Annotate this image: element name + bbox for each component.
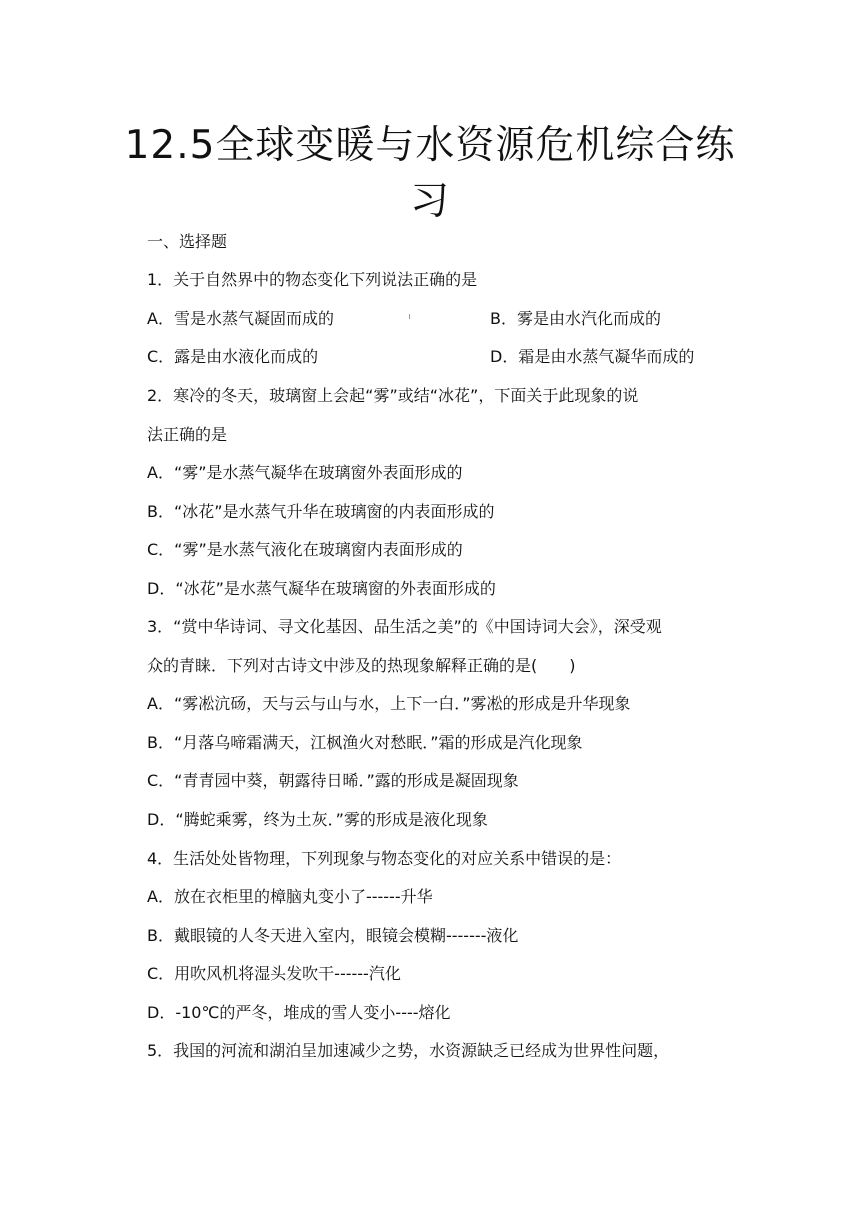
q1-stem: 1．关于自然界中的物态变化下列说法正确的是 [147, 270, 478, 289]
q2-stem-line2: 法正确的是 [147, 425, 228, 444]
q1-option-a: A．雪是水蒸气凝固而成的 [147, 309, 334, 328]
q4-option-b: B．戴眼镜的人冬天进入室内，眼镜会模糊-------液化 [147, 926, 519, 945]
q2-stem-line1: 2．寒冷的冬天，玻璃窗上会起“雾”或结“冰花”，下面关于此现象的说 [147, 386, 639, 405]
q3-option-c: C．“青青园中葵，朝露待日晞．”露的形成是凝固现象 [147, 771, 519, 790]
q2-option-b: B．“冰花”是水蒸气升华在玻璃窗的内表面形成的 [147, 502, 495, 521]
q3-option-d: D．“腾蛇乘雾，终为土灰．”雾的形成是液化现象 [147, 810, 488, 829]
q2-option-c: C．“雾”是水蒸气液化在玻璃窗内表面形成的 [147, 540, 463, 559]
q3-option-a: A．“雾凇沆砀，天与云与山与水，上下一白．”雾凇的形成是升华现象 [147, 694, 631, 713]
q1-option-d: D．霜是由水蒸气凝华而成的 [490, 347, 695, 366]
section-heading: 一、选择题 [147, 232, 228, 251]
q1-option-b: B．雾是由水汽化而成的 [490, 309, 661, 328]
q4-option-a: A．放在衣柜里的樟脑丸变小了------升华 [147, 887, 433, 906]
q3-stem-line1: 3．“赏中华诗词、寻文化基因、品生活之美”的《中国诗词大会》，深受观 [147, 617, 662, 636]
q4-option-c: C．用吹风机将湿头发吹干------汽化 [147, 964, 401, 983]
q4-option-d: D．-10℃的严冬，堆成的雪人变小----熔化 [147, 1003, 451, 1022]
q2-option-a: A．“雾”是水蒸气凝华在玻璃窗外表面形成的 [147, 463, 463, 482]
q3-stem-line2: 众的青睐．下列对古诗文中涉及的热现象解释正确的是( ) [147, 656, 576, 675]
q4-stem: 4．生活处处皆物理，下列现象与物态变化的对应关系中错误的是： [147, 849, 622, 868]
stray-mark [409, 314, 410, 319]
q3-option-b: B．“月落乌啼霜满天，江枫渔火对愁眠．”霜的形成是汽化现象 [147, 733, 583, 752]
page-title: 12.5全球变暖与水资源危机综合练 习 [124, 123, 736, 224]
q2-option-d: D．“冰花”是水蒸气凝华在玻璃窗的外表面形成的 [147, 579, 496, 598]
q5-stem-line1: 5．我国的河流和湖泊呈加速减少之势，水资源缺乏已经成为世界性问题， [147, 1041, 670, 1060]
q1-option-c: C．露是由水液化而成的 [147, 347, 319, 366]
